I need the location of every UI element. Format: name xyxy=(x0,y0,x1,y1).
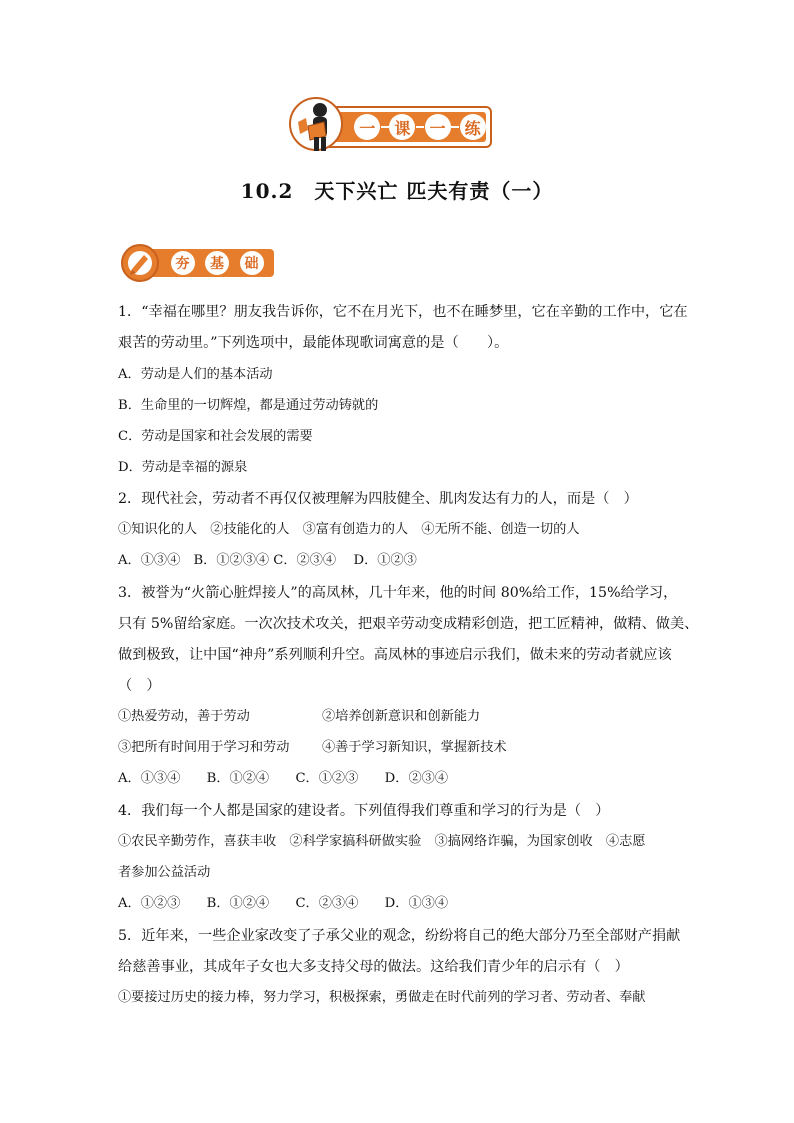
question-1-option-a: A．劳动是人们的基本活动 xyxy=(118,367,273,382)
question-4-items: ①农民辛勤劳作，喜获丰收 ②科学家搞科研做实验 ③搞网络诈骗，为国家创收 ④志愿 xyxy=(118,834,646,849)
question-1-stem: 1．“幸福在哪里？朋友我告诉你，它不在月光下，也不在睡梦里，它在辛勤的工作中，它在 xyxy=(118,304,688,320)
section-char: 础 xyxy=(240,251,264,275)
question-1-stem: 艰苦的劳动里。”下列选项中，最能体现歌词寓意的是（ ）。 xyxy=(118,335,509,351)
section-char: 基 xyxy=(205,251,229,275)
banner-char: 一 xyxy=(425,114,451,140)
reading-teacher-icon xyxy=(286,96,350,156)
question-1-option-c: C．劳动是国家和社会发展的需要 xyxy=(118,429,313,444)
question-4-items: 者参加公益活动 xyxy=(118,865,211,880)
question-2-items: ①知识化的人 ②技能化的人 ③富有创造力的人 ④无所不能、创造一切的人 xyxy=(118,522,580,537)
lesson-banner xyxy=(286,96,496,156)
question-3-stem: 只有 5%留给家庭。一次次技术攻关，把艰辛劳动变成精彩创造，把工匠精神，做精、做美、 xyxy=(118,616,699,632)
page-title: 10.2 天下兴亡 匹夫有责（一） xyxy=(240,179,554,203)
question-4-options: A．①②③ B．①②④ C．②③④ D．①③④ xyxy=(118,896,449,911)
banner-char: 练 xyxy=(460,114,486,140)
section-banner xyxy=(120,243,278,283)
question-1-option-b: B．生命里的一切辉煌，都是通过劳动铸就的 xyxy=(118,398,379,413)
banner-char: 一 xyxy=(354,114,380,140)
section-char: 夯 xyxy=(171,251,195,275)
question-4-stem: 4．我们每一个人都是国家的建设者。下列值得我们尊重和学习的行为是（ ） xyxy=(118,803,610,819)
question-3-options: A．①③④ B．①②④ C．①②③ D．②③④ xyxy=(118,771,449,786)
question-3-item: ②培养创新意识和创新能力 xyxy=(322,709,481,724)
question-3-stem: 3．被誉为“火箭心脏焊接人”的高凤林，几十年来，他的时间 80%给工作，15%给学习， xyxy=(118,585,678,601)
pencil-badge-icon xyxy=(120,243,162,283)
question-3-item: ④善于学习新知识，掌握新技术 xyxy=(322,740,507,755)
question-5-item: ①要接过历史的接力棒，努力学习，积极探索，勇做走在时代前列的学习者、劳动者、奉献 xyxy=(118,990,646,1005)
question-5-stem: 给慈善事业，其成年子女也大多支持父母的做法。这给我们青少年的启示有（ ） xyxy=(118,959,629,975)
question-5-stem: 5．近年来，一些企业家改变了子承父业的观念，纷纷将自己的绝大部分乃至全部财产捐献 xyxy=(118,928,681,944)
question-3-stem: （ ） xyxy=(118,678,161,694)
question-2-options: A．①③④ B．①②③④ C．②③④ D．①②③ xyxy=(118,553,417,568)
question-3-item: ③把所有时间用于学习和劳动 xyxy=(118,740,290,755)
banner-char: 课 xyxy=(389,114,415,140)
question-3-item: ①热爱劳动，善于劳动 xyxy=(118,709,250,724)
question-3-stem: 做到极致，让中国“神舟”系列顺利升空。高凤林的事迹启示我们，做未来的劳动者就应该 xyxy=(118,647,672,663)
question-1-option-d: D．劳动是幸福的源泉 xyxy=(118,460,248,475)
question-2-stem: 2．现代社会，劳动者不再仅仅被理解为四肢健全、肌肉发达有力的人，而是（ ） xyxy=(118,491,638,507)
